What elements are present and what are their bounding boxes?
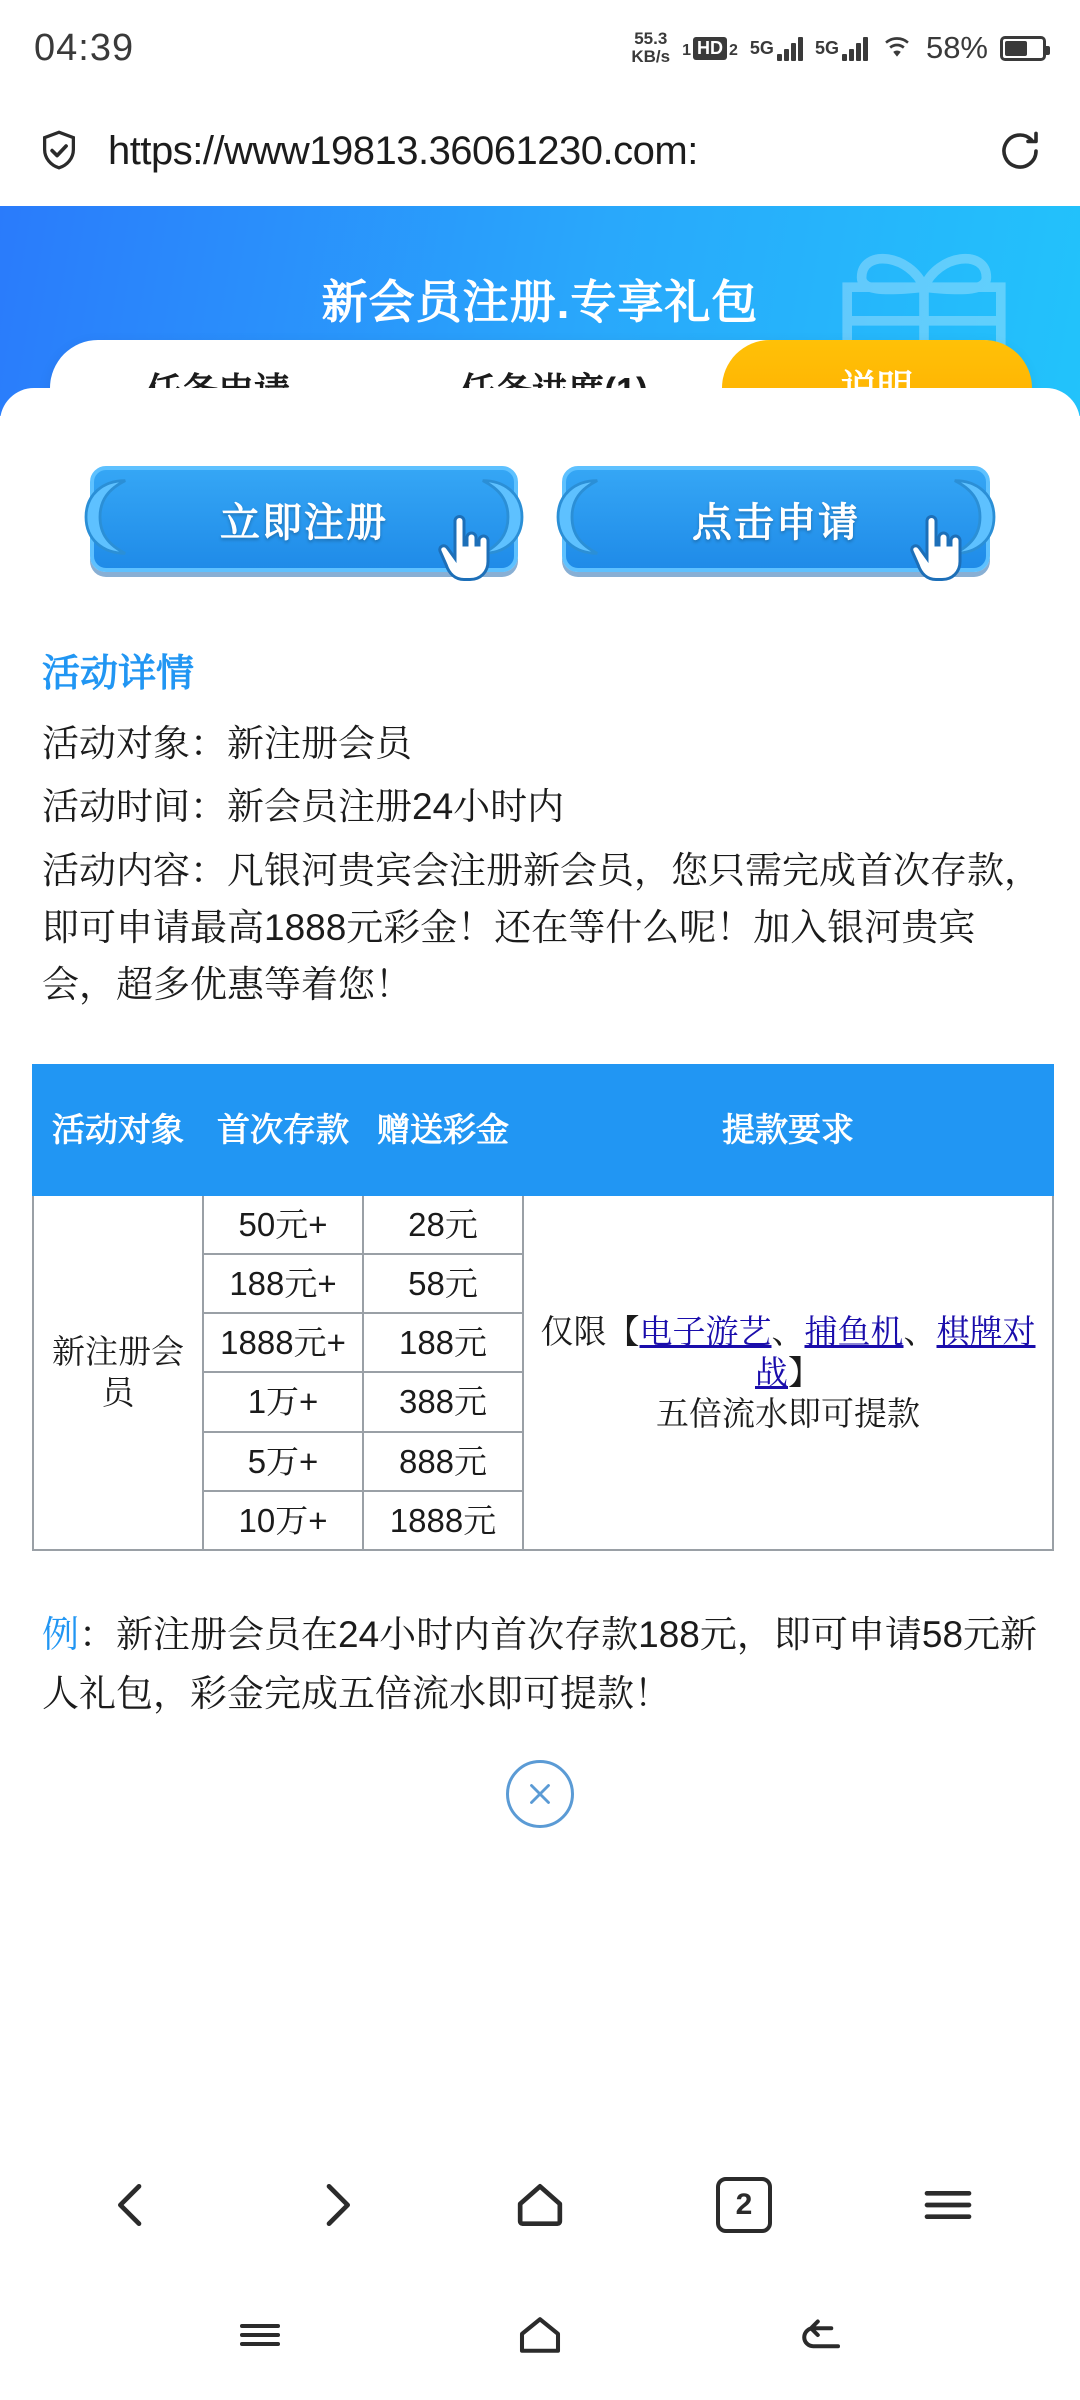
signal-bars-2: [842, 35, 868, 61]
detail-content-paragraph: 活动内容：凡银河贵宾会注册新会员，您只需完成首次存款， 即可申请最高1888元彩金！还在等什么呢！加入银河贵宾会，超多优惠等着您！: [42, 849, 1041, 1006]
click-apply-label: 点击申请: [692, 500, 860, 545]
table-header-requirement: 提款要求: [523, 1065, 1053, 1195]
home-icon[interactable]: [512, 2177, 568, 2233]
forward-icon[interactable]: [308, 2177, 364, 2233]
network-speed-value: 55.3: [634, 29, 668, 49]
table-cell-bonus: 58元: [363, 1254, 523, 1313]
table-cell-deposit: 5万+: [203, 1432, 363, 1491]
reload-icon[interactable]: [996, 127, 1044, 175]
hd-label: HD: [693, 37, 727, 60]
menu-icon[interactable]: [920, 2177, 976, 2233]
signal-2-label: 5G: [814, 38, 839, 58]
signal-icon-2: [815, 35, 868, 61]
banner-title: 新会员注册.专享礼包: [321, 276, 759, 328]
tab-count-button[interactable]: 2: [716, 2177, 772, 2233]
hd-sub-label: 2: [729, 41, 738, 59]
table-header-deposit: 首次存款: [203, 1065, 363, 1195]
table-header-row: [33, 1065, 1053, 1195]
hand-pointer-icon: [434, 512, 494, 584]
table-cell-bonus: 1888元: [363, 1491, 523, 1550]
requirement-sep-1: 、: [771, 1312, 805, 1350]
table-row: [33, 1195, 1053, 1254]
home-icon[interactable]: [513, 2308, 567, 2362]
click-apply-button[interactable]: [562, 466, 990, 572]
signal-icon-1: [750, 35, 803, 61]
status-bar: [0, 0, 1080, 96]
example-paragraph: [42, 1605, 1038, 1723]
hd-voice-icon: [682, 37, 738, 60]
recents-icon[interactable]: [233, 2308, 287, 2362]
table-cell-target: 新注册会员: [33, 1195, 203, 1551]
details-section-title: 活动详情: [42, 653, 195, 695]
web-page-content: [0, 206, 1080, 1848]
network-speed-indicator: [631, 30, 670, 66]
system-navigation-bar: [0, 2270, 1080, 2400]
action-button-row: [32, 388, 1048, 572]
table-cell-deposit: 1888元+: [203, 1313, 363, 1372]
table-cell-deposit: 1万+: [203, 1372, 363, 1431]
requirement-sep-2: 、: [903, 1312, 937, 1350]
table-cell-bonus: 28元: [363, 1195, 523, 1254]
table-cell-requirement: [523, 1195, 1053, 1551]
status-icons: [631, 30, 1046, 66]
close-button[interactable]: [506, 1760, 574, 1828]
example-text: ：新注册会员在24小时内首次存款188元，即可申请58元新人礼包，彩金完成五倍流水即可提款！: [42, 1614, 1038, 1715]
requirement-line-2: 五倍流水即可提款: [656, 1395, 920, 1433]
table-cell-bonus: 388元: [363, 1372, 523, 1431]
hand-pointer-icon-2: [906, 512, 966, 584]
requirement-link-fishing[interactable]: 捕鱼机: [804, 1312, 904, 1350]
requirement-link-cardgame[interactable]: 棋牌对战: [755, 1312, 1036, 1391]
network-speed-unit: KB/s: [631, 47, 671, 66]
table-cell-bonus: 888元: [363, 1432, 523, 1491]
detail-target-line: 活动对象：新注册会员: [42, 723, 412, 764]
wifi-icon: [880, 35, 914, 61]
register-now-button[interactable]: [90, 466, 518, 572]
table-cell-deposit: 50元+: [203, 1195, 363, 1254]
signal-bars-1: [777, 35, 803, 61]
battery-percent: 58%: [925, 30, 988, 65]
requirement-link-slots[interactable]: 电子游艺: [639, 1312, 772, 1350]
requirement-suffix: 】: [788, 1353, 821, 1391]
battery-icon: [1000, 36, 1046, 61]
ribbon-left-icon-2: [544, 474, 600, 560]
example-label: 例: [42, 1614, 79, 1656]
table-header-target: 活动对象: [33, 1065, 203, 1195]
browser-bottom-nav: [0, 2140, 1080, 2270]
register-now-label: 立即注册: [220, 500, 388, 545]
close-button-wrap: [32, 1760, 1048, 1828]
promo-table: [32, 1064, 1054, 1552]
page-body: [0, 388, 1080, 1848]
table-cell-deposit: 188元+: [203, 1254, 363, 1313]
browser-url-bar[interactable]: [0, 96, 1080, 206]
signal-1-label: 5G: [749, 38, 774, 58]
table-header-bonus: 赠送彩金: [363, 1065, 523, 1195]
table-cell-deposit: 10万+: [203, 1491, 363, 1550]
status-time: 04:39: [34, 26, 135, 69]
ribbon-left-icon: [72, 474, 128, 560]
close-icon: [523, 1777, 557, 1811]
detail-time-line: 活动时间：新会员注册24小时内: [42, 786, 565, 828]
promo-banner: [0, 206, 1080, 416]
hd-sup-label: 1: [682, 41, 692, 59]
url-text[interactable]: https://www19813.36061230.com:: [108, 128, 698, 173]
table-cell-bonus: 188元: [363, 1313, 523, 1372]
back-icon[interactable]: [104, 2177, 160, 2233]
shield-check-icon: [36, 128, 82, 174]
requirement-prefix: 仅限【: [540, 1312, 640, 1350]
back-icon[interactable]: [793, 2308, 847, 2362]
